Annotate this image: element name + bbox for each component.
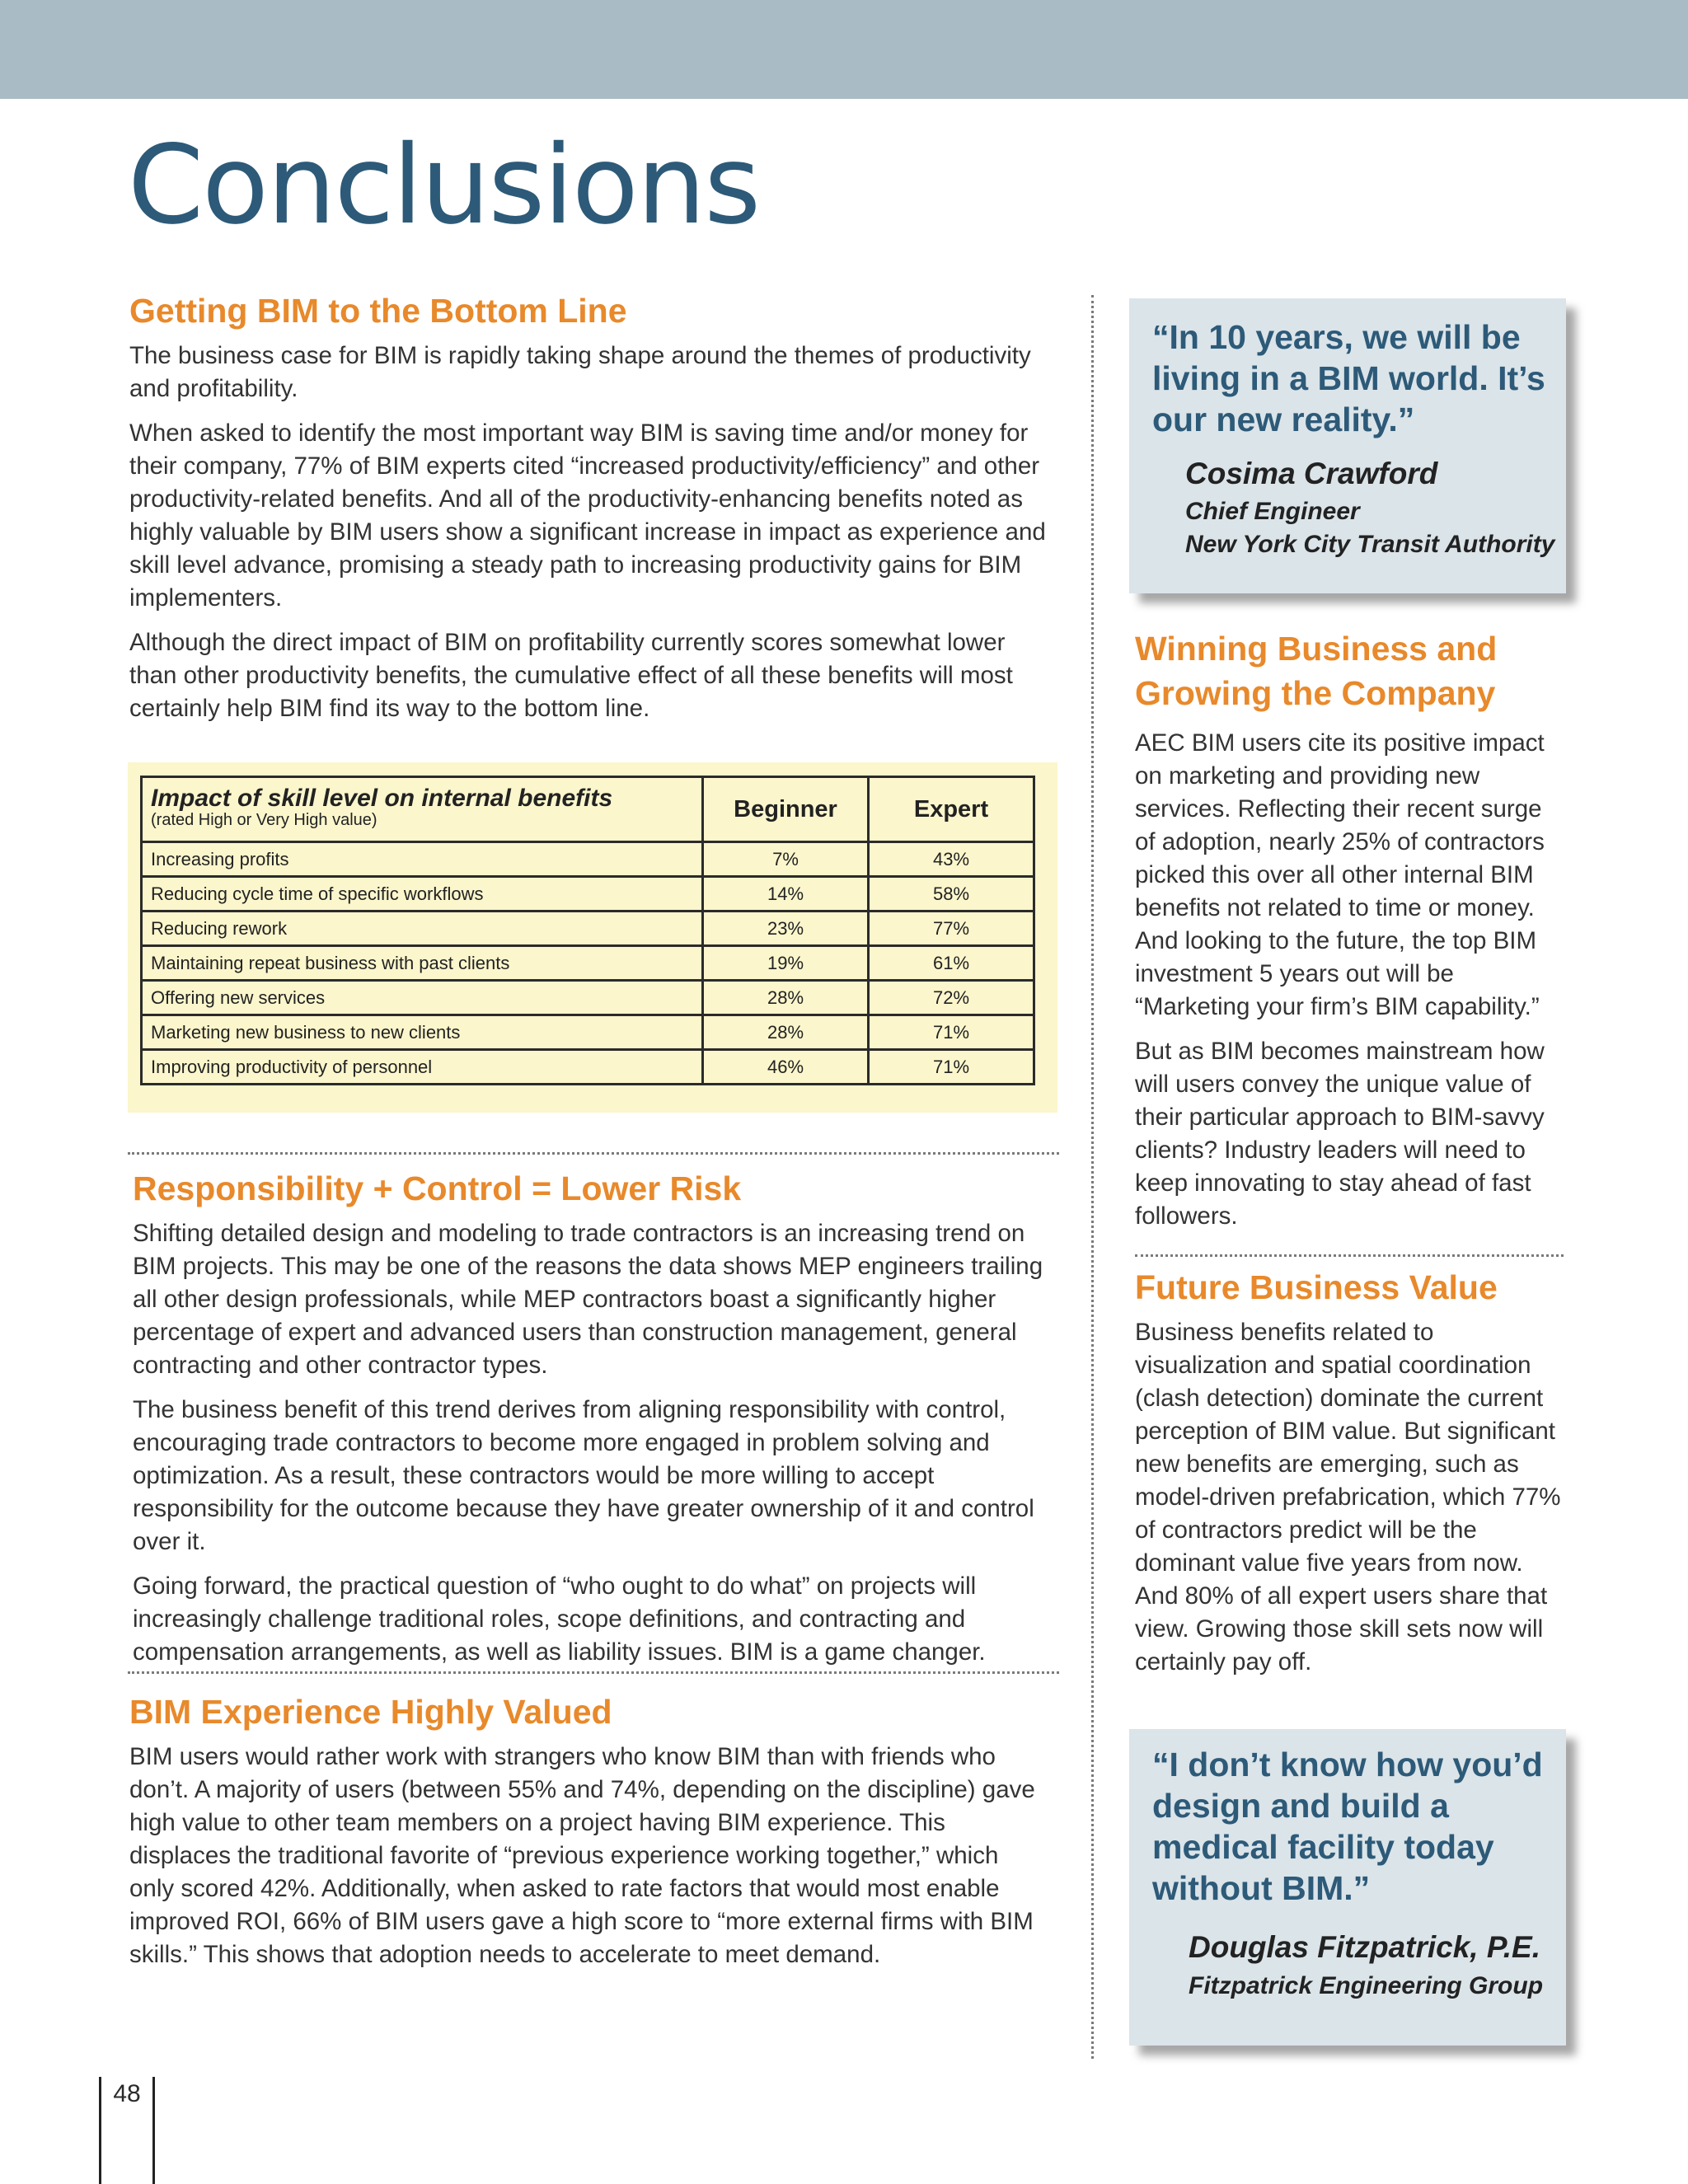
page-number: 48 xyxy=(99,2077,155,2184)
quote-line: without BIM.” xyxy=(1152,1869,1371,1907)
expert-value: 71% xyxy=(869,1015,1034,1050)
top-color-band xyxy=(0,0,1688,99)
expert-value: 61% xyxy=(869,946,1034,981)
paragraph: But as BIM becomes mainstream how will users convey the unique value of their particular approach to BIM-savvy clients? Industry leaders will need to keep innovating to stay ahead of fast followers. xyxy=(1135,1038,1545,1230)
section-divider xyxy=(128,1152,1059,1155)
paragraph: Although the direct impact of BIM on profitability currently scores somewhat lower than other productivity benefits, the cumulative effect of all these benefits will most certainly help BIM find its way to the bottom line. xyxy=(129,629,1013,722)
paragraph: BIM users would rather work with strangers who know BIM than with friends who don’t. A majority of users (between 55% and 74%, depending on the discipline) gave high value to other team members on a project having BIM experience. This displaces the traditional favorite of “previous experience working together,” which only scored 42%. Additionally, when asked to rate factors that would most enable improved ROI, 66% of BIM users gave a high score to “more external firms with BIM skills.” This shows that adoption needs to accelerate to meet demand. xyxy=(129,1743,1035,1968)
section-heading: Future Business Value xyxy=(1135,1268,1498,1306)
table-title: Impact of skill level on internal benefits xyxy=(151,785,613,812)
row-label: Offering new services xyxy=(142,981,703,1015)
quote-line: living in a BIM world. It’s xyxy=(1152,359,1545,397)
table-subtitle: (rated High or Very High value) xyxy=(151,811,377,829)
author-role: Chief Engineer xyxy=(1185,498,1360,525)
author-organization: New York City Transit Authority xyxy=(1185,531,1555,558)
section-divider xyxy=(1135,1254,1564,1257)
benefits-table-box xyxy=(128,762,1057,1113)
quote-text xyxy=(1152,1744,1543,1909)
row-label: Marketing new business to new clients xyxy=(142,1015,703,1050)
quote-text xyxy=(1152,316,1545,440)
page-title: Conclusions xyxy=(128,122,760,249)
row-label: Increasing profits xyxy=(142,842,703,877)
heading-line: Winning Business and xyxy=(1135,630,1498,668)
table-row xyxy=(142,946,1034,981)
quote-line: design and build a xyxy=(1152,1787,1449,1825)
column-divider xyxy=(1091,295,1094,2059)
quote-author-title xyxy=(1185,495,1554,561)
paragraph: Shifting detailed design and modeling to trade contractors is an increasing trend on BIM projects. This may be one of the reasons the data shows MEP engineers trailing all other design professionals, while MEP contractors boast a significantly higher percentage of expert and advanced users than construction management, general contracting and other contractor types. xyxy=(133,1220,1043,1379)
quote-author: Douglas Fitzpatrick, P.E. xyxy=(1189,1930,1540,1964)
column-header-beginner: Beginner xyxy=(703,777,869,842)
table-title-cell xyxy=(142,777,703,842)
section-divider xyxy=(128,1671,1059,1674)
paragraph: The business benefit of this trend derives from aligning responsibility with control, encouraging trade contractors to become more engaged in problem solving and optimization. As a result, these contractors would be more willing to accept responsibility for the outcome because they have greater ownership of it and control over it. xyxy=(133,1396,1034,1555)
expert-value: 43% xyxy=(869,842,1034,877)
quote-line: “In 10 years, we will be xyxy=(1152,318,1521,356)
quote-author: Cosima Crawford xyxy=(1185,457,1438,490)
quote-line: medical facility today xyxy=(1152,1828,1494,1866)
beginner-value: 19% xyxy=(703,946,869,981)
section-heading: Responsibility + Control = Lower Risk xyxy=(133,1169,742,1207)
row-label: Improving productivity of personnel xyxy=(142,1050,703,1085)
table-row xyxy=(142,877,1034,912)
expert-value: 72% xyxy=(869,981,1034,1015)
beginner-value: 28% xyxy=(703,1015,869,1050)
quote-line: our new reality.” xyxy=(1152,401,1415,438)
benefits-table xyxy=(140,776,1035,1085)
beginner-value: 28% xyxy=(703,981,869,1015)
section-experience xyxy=(129,1691,1046,1983)
paragraph: The business case for BIM is rapidly taking shape around the themes of productivity and profitability. xyxy=(129,342,1031,402)
heading-line: Growing the Company xyxy=(1135,674,1496,712)
beginner-value: 14% xyxy=(703,877,869,912)
expert-value: 71% xyxy=(869,1050,1034,1085)
beginner-value: 23% xyxy=(703,912,869,946)
section-winning-business xyxy=(1135,626,1564,1244)
paragraph: AEC BIM users cite its positive impact on marketing and providing new services. Reflecting their recent surge of adoption, nearly 25% of contractors picked this over all other internal BIM benefits not related to time or money. And looking to the future, the top BIM investment 5 years out will be “Marketing your firm’s BIM capability.” xyxy=(1135,729,1545,1020)
section-bottom-line xyxy=(129,290,1046,737)
section-heading: BIM Experience Highly Valued xyxy=(129,1693,612,1731)
row-label: Maintaining repeat business with past clients xyxy=(142,946,703,981)
section-future-value xyxy=(1135,1267,1564,1690)
quote-line: “I don’t know how you’d xyxy=(1152,1746,1543,1783)
pull-quote-crawford xyxy=(1129,298,1566,593)
table-row xyxy=(142,1050,1034,1085)
section-heading xyxy=(1135,626,1564,715)
expert-value: 77% xyxy=(869,912,1034,946)
beginner-value: 7% xyxy=(703,842,869,877)
quote-author-organization: Fitzpatrick Engineering Group xyxy=(1189,1972,1544,1999)
section-heading: Getting BIM to the Bottom Line xyxy=(129,292,627,330)
pull-quote-fitzpatrick xyxy=(1129,1729,1566,2046)
paragraph: When asked to identify the most important way BIM is saving time and/or money for their company, 77% of BIM experts cited “increased productivity/efficiency” and other productivity-related benefits. And all of the productivity-enhancing benefits noted as highly valuable by BIM users show a significant increase in impact as experience and skill level advance, promising a steady path to increasing productivity gains for BIM implementers. xyxy=(129,419,1046,612)
expert-value: 58% xyxy=(869,877,1034,912)
paragraph: Going forward, the practical question of “who ought to do what” on projects will increasingly challenge traditional roles, scope definitions, and contracting and compensation arrangements, as well as liability issues. BIM is a game changer. xyxy=(133,1572,986,1666)
paragraph: Business benefits related to visualization and spatial coordination (clash detection) dominate the current perception of BIM value. But significant new benefits are emerging, such as model-driven prefabrication, which 77% of contractors predict will be the dominant value five years from now. And 80% of all expert users share that view. Growing those skill sets now will certainly pay off. xyxy=(1135,1319,1561,1675)
section-risk xyxy=(133,1168,1049,1680)
table-row xyxy=(142,842,1034,877)
row-label: Reducing cycle time of specific workflows xyxy=(142,877,703,912)
row-label: Reducing rework xyxy=(142,912,703,946)
table-row xyxy=(142,981,1034,1015)
column-header-expert: Expert xyxy=(869,777,1034,842)
beginner-value: 46% xyxy=(703,1050,869,1085)
table-row xyxy=(142,1015,1034,1050)
table-row xyxy=(142,912,1034,946)
